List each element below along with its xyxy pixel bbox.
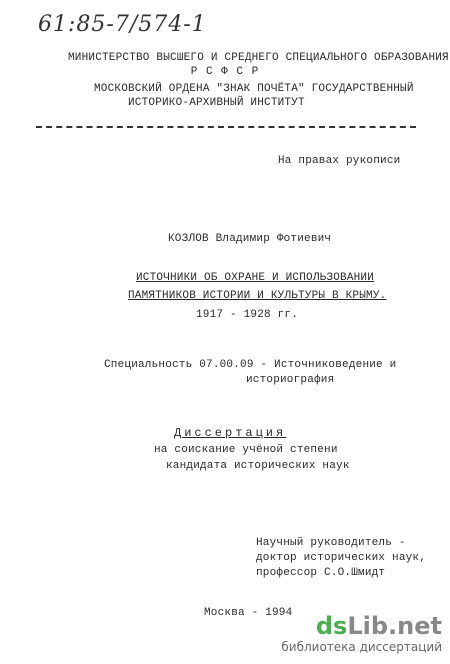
title-years: 1917 - 1928 гг. bbox=[196, 309, 299, 321]
supervisor-line-3: профессор С.О.Шмидт bbox=[256, 567, 386, 579]
dissertation-line-1: на соискание учёной степени bbox=[154, 444, 338, 456]
dissertation-line-2: кандидата исторических наук bbox=[166, 460, 350, 472]
watermark-subtitle: библиотека диссертаций bbox=[281, 640, 442, 654]
dissertation-heading: Диссертация bbox=[174, 426, 287, 440]
city-year: Москва - 1994 bbox=[204, 607, 293, 619]
republic-line: Р С Ф С Р bbox=[190, 66, 260, 78]
title-line-2: ПАМЯТНИКОВ ИСТОРИИ И КУЛЬТУРЫ В КРЫМУ. bbox=[128, 290, 387, 302]
archive-number: 61:85-7/574-1 bbox=[38, 12, 207, 37]
dashed-divider bbox=[36, 126, 416, 128]
institute-line-1: МОСКОВСКИЙ ОРДЕНА "ЗНАК ПОЧЁТА" ГОСУДАРСТВЕННЫЙ bbox=[94, 83, 414, 95]
logo-suffix: Lib.net bbox=[347, 612, 442, 640]
ministry-line: МИНИСТЕРСТВО ВЫСШЕГО И СРЕДНЕГО СПЕЦИАЛЬНОГО ОБРАЗОВАНИЯ bbox=[68, 52, 449, 64]
logo-prefix: ds bbox=[315, 612, 348, 640]
specialty-line-2: историография bbox=[246, 374, 335, 386]
manuscript-rights: На правах рукописи bbox=[278, 155, 401, 167]
dslib-watermark[interactable] bbox=[281, 614, 442, 654]
author-name: КОЗЛОВ Владимир Фотиевич bbox=[168, 233, 332, 245]
institute-line-2: ИСТОРИКО-АРХИВНЫЙ ИНСТИТУТ bbox=[128, 97, 305, 109]
supervisor-line-2: доктор исторических наук, bbox=[256, 552, 427, 564]
supervisor-line-1: Научный руководитель - bbox=[256, 537, 406, 549]
dslib-logo bbox=[281, 614, 442, 638]
title-line-1: ИСТОЧНИКИ ОБ ОХРАНЕ И ИСПОЛЬЗОВАНИИ bbox=[136, 272, 375, 284]
specialty-line-1: Специальность 07.00.09 - Источниковедение и bbox=[104, 359, 397, 371]
